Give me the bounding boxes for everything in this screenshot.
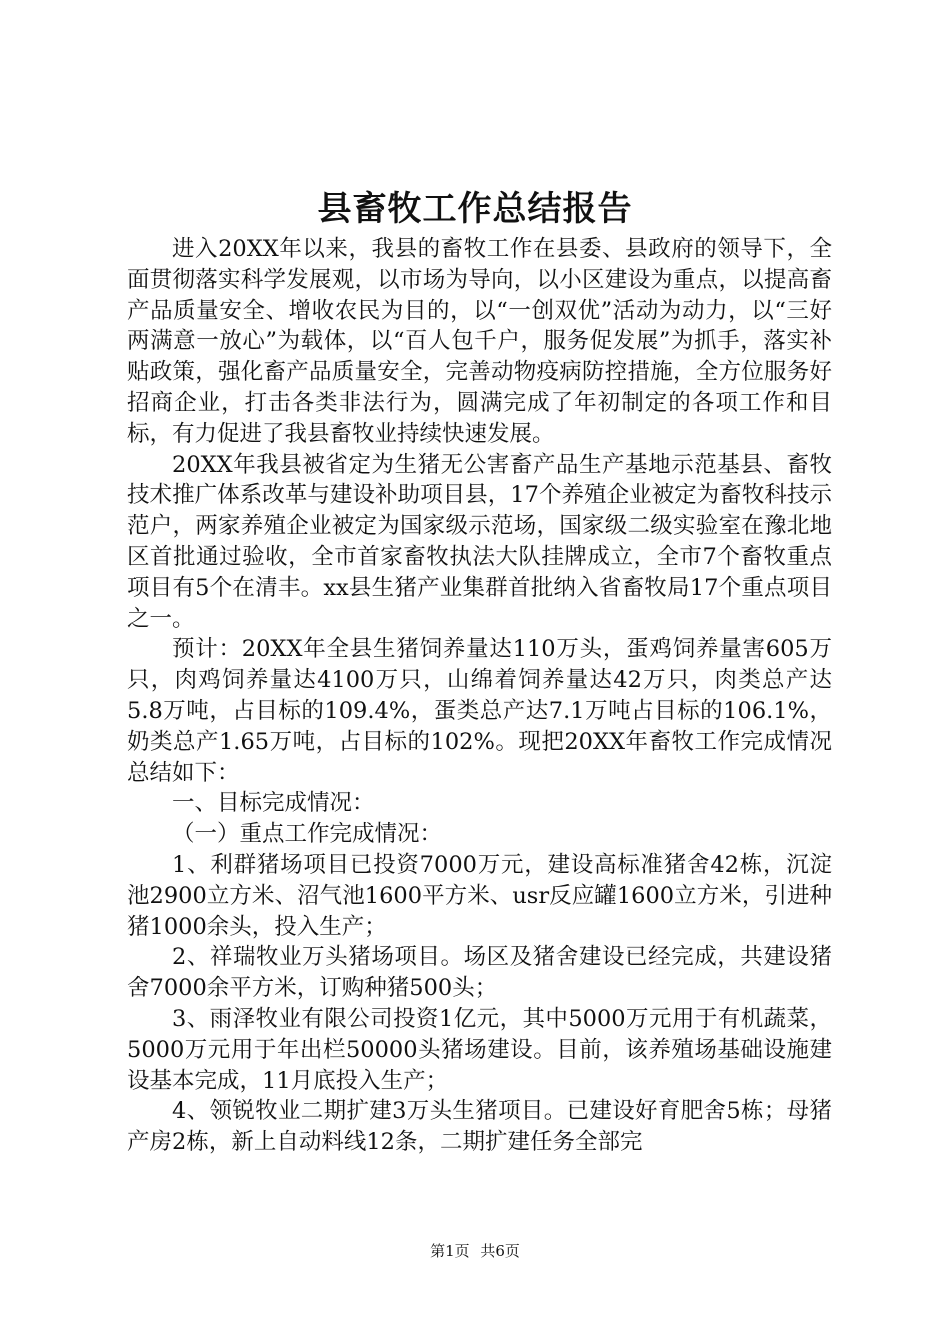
list-item: 3、雨泽牧业有限公司投资1亿元，其中5000万元用于有机蔬菜，5000万元用于年出栏50000头猪场建设。目前，该养殖场基础设施建设基本完成，11月底投入生产； bbox=[127, 1005, 832, 1094]
paragraph: 预计：20XX年全县生猪饲养量达110万头，蛋鸡饲养量害605万只，肉鸡饲养量达4100万只，山绵着饲养量达42万只，肉类总产达5.8万吨，占目标的109.4%，蛋类总产达7.1万吨占目标的106.1%，奶类总产1.65万吨，占目标的102%。现把20XX年畜牧工作完成情况总结如下： bbox=[127, 636, 832, 786]
page-total: 共6页 bbox=[480, 1242, 520, 1260]
document-body bbox=[127, 234, 832, 1158]
section-heading: 一、目标完成情况： bbox=[172, 790, 375, 817]
page-number: 第1页 bbox=[430, 1242, 470, 1260]
paragraph: 进入20XX年以来，我县的畜牧工作在县委、县政府的领导下，全面贯彻落实科学发展观，以市场为导向，以小区建设为重点，以提高畜产品质量安全、增收农民为目的，以“一创双优”活动为动力，以“三好两满意一放心”为载体，以“百人包千户，服务促发展”为抓手，落实补贴政策，强化畜产品质量安全，完善动物疫病防控措施，全方位服务好招商企业，打击各类非法行为，圆满完成了年初制定的各项工作和目标，有力促进了我县畜牧业持续快速发展。 bbox=[127, 236, 832, 447]
subsection-heading: （一）重点工作完成情况： bbox=[172, 821, 443, 848]
paragraph: 20XX年我县被省定为生猪无公害畜产品生产基地示范基县、畜牧技术推广体系改革与建设补助项目县，17个养殖企业被定为畜牧科技示范户，两家养殖企业被定为国家级示范场，国家级二级实验室在豫北地区首批通过验收，全市首家畜牧执法大队挂牌成立，全市7个畜牧重点项目有5个在清丰。xx县生猪产业集群首批纳入省畜牧局17个重点项目之一。 bbox=[127, 451, 832, 632]
list-item: 2、祥瑞牧业万头猪场项目。场区及猪舍建设已经完成，共建设猪舍7000余平方米，订购种猪500头； bbox=[127, 944, 832, 1002]
document-title: 县畜牧工作总结报告 bbox=[317, 189, 633, 229]
page-footer bbox=[0, 1240, 950, 1262]
list-item: 1、利群猪场项目已投资7000万元，建设高标准猪舍42栋，沉淀池2900立方米、沼气池1600平方米、usr反应罐1600立方米，引进种猪1000余头，投入生产； bbox=[127, 851, 832, 940]
list-item: 4、领锐牧业二期扩建3万头生猪项目。已建设好育肥舍5栋；母猪产房2栋，新上自动料线12条，二期扩建任务全部完 bbox=[127, 1098, 832, 1156]
